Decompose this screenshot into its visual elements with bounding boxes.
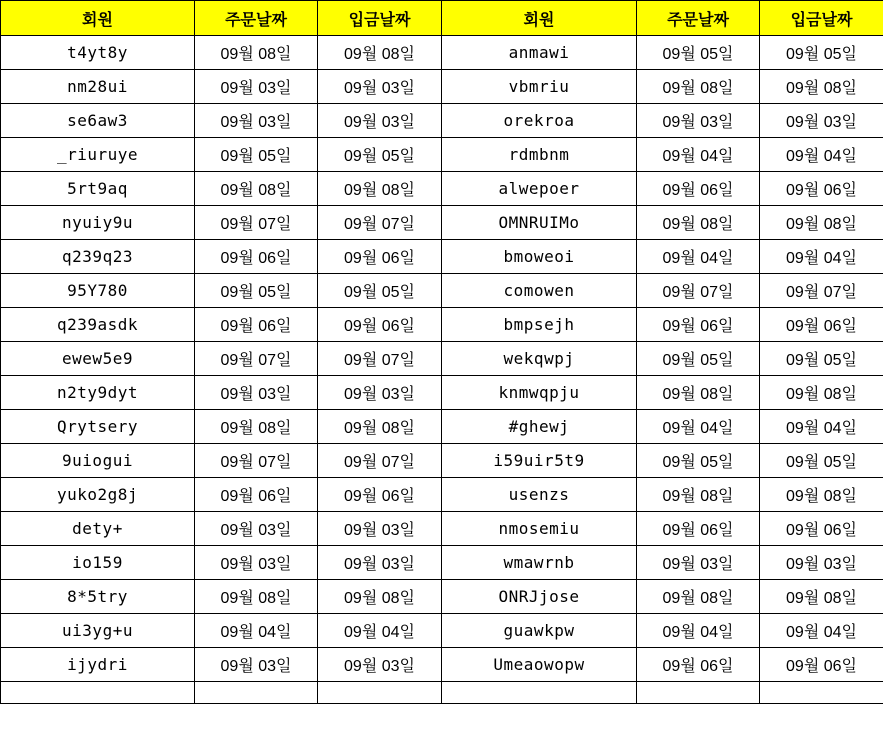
- table-row: [1, 648, 883, 682]
- payment-date-cell: 09월 07일: [318, 444, 442, 478]
- order-date-cell: 09월 08일: [195, 36, 318, 70]
- order-date-cell: 09월 06일: [195, 240, 318, 274]
- payment-date-cell: 09월 07일: [760, 274, 883, 308]
- payment-date-cell: 09월 04일: [318, 614, 442, 648]
- member-id-cell: #ghewj: [442, 410, 637, 444]
- member-id-cell: q239asdk: [1, 308, 195, 342]
- member-id-cell: nyuiy9u: [1, 206, 195, 240]
- order-date-cell: 09월 04일: [637, 240, 760, 274]
- member-id-cell: alwepoer: [442, 172, 637, 206]
- member-id-cell: i59uir5t9: [442, 444, 637, 478]
- table-row: [1, 308, 883, 342]
- order-date-cell: 09월 04일: [195, 614, 318, 648]
- payment-date-cell: 09월 04일: [760, 614, 883, 648]
- member-id-cell: vbmriu: [442, 70, 637, 104]
- order-date-cell: 09월 08일: [195, 410, 318, 444]
- order-date-cell: 09월 03일: [195, 70, 318, 104]
- order-date-cell: 09월 07일: [195, 444, 318, 478]
- table-row: [1, 138, 883, 172]
- member-id-cell: ui3yg+u: [1, 614, 195, 648]
- table-row: [1, 512, 883, 546]
- member-id-cell: ONRJjose: [442, 580, 637, 614]
- payment-date-cell: [318, 682, 442, 704]
- order-date-cell: 09월 06일: [195, 478, 318, 512]
- payment-date-cell: [760, 682, 883, 704]
- order-date-cell: 09월 06일: [637, 512, 760, 546]
- order-date-cell: 09월 08일: [637, 478, 760, 512]
- payment-date-cell: 09월 08일: [760, 206, 883, 240]
- member-id-cell: nmosemiu: [442, 512, 637, 546]
- table-row: [1, 682, 883, 704]
- member-id-cell: ijydri: [1, 648, 195, 682]
- table-row: [1, 614, 883, 648]
- payment-date-cell: 09월 08일: [318, 410, 442, 444]
- table-row: [1, 104, 883, 138]
- member-id-cell: OMNRUIMo: [442, 206, 637, 240]
- payment-date-cell: 09월 06일: [318, 478, 442, 512]
- order-date-cell: 09월 08일: [637, 70, 760, 104]
- payment-date-cell: 09월 03일: [318, 648, 442, 682]
- table-row: [1, 410, 883, 444]
- payment-date-cell: 09월 05일: [760, 444, 883, 478]
- column-header-payment-date-1: 입금날짜: [318, 1, 442, 36]
- payment-date-cell: 09월 08일: [760, 70, 883, 104]
- order-date-cell: 09월 07일: [195, 342, 318, 376]
- member-id-cell: 9uiogui: [1, 444, 195, 478]
- member-id-cell: yuko2g8j: [1, 478, 195, 512]
- member-id-cell: bmpsejh: [442, 308, 637, 342]
- member-id-cell: q239q23: [1, 240, 195, 274]
- member-id-cell: usenzs: [442, 478, 637, 512]
- order-date-cell: 09월 04일: [637, 614, 760, 648]
- table-row: [1, 478, 883, 512]
- order-date-cell: 09월 08일: [637, 580, 760, 614]
- payment-date-cell: 09월 06일: [760, 648, 883, 682]
- payment-date-cell: 09월 08일: [318, 36, 442, 70]
- table-row: [1, 206, 883, 240]
- payment-date-cell: 09월 04일: [760, 138, 883, 172]
- payment-date-cell: 09월 08일: [318, 172, 442, 206]
- member-id-cell: [442, 682, 637, 704]
- table-row: [1, 444, 883, 478]
- payment-date-cell: 09월 04일: [760, 410, 883, 444]
- order-date-cell: 09월 06일: [637, 648, 760, 682]
- column-header-order-date-1: 주문날짜: [195, 1, 318, 36]
- payment-date-cell: 09월 04일: [760, 240, 883, 274]
- member-id-cell: guawkpw: [442, 614, 637, 648]
- table-row: [1, 546, 883, 580]
- member-id-cell: bmoweoi: [442, 240, 637, 274]
- order-date-cell: 09월 03일: [195, 546, 318, 580]
- payment-date-cell: 09월 06일: [318, 240, 442, 274]
- order-date-cell: 09월 03일: [195, 376, 318, 410]
- member-id-cell: rdmbnm: [442, 138, 637, 172]
- member-id-cell: knmwqpju: [442, 376, 637, 410]
- payment-date-cell: 09월 03일: [318, 546, 442, 580]
- member-id-cell: 95Y780: [1, 274, 195, 308]
- table-body: [1, 36, 883, 704]
- payment-date-cell: 09월 06일: [760, 512, 883, 546]
- table-row: [1, 274, 883, 308]
- order-date-cell: 09월 04일: [637, 410, 760, 444]
- member-id-cell: t4yt8y: [1, 36, 195, 70]
- member-id-cell: io159: [1, 546, 195, 580]
- order-date-cell: 09월 05일: [637, 36, 760, 70]
- member-id-cell: dety+: [1, 512, 195, 546]
- order-date-cell: 09월 04일: [637, 138, 760, 172]
- payment-date-cell: 09월 07일: [318, 206, 442, 240]
- payment-date-cell: 09월 08일: [760, 478, 883, 512]
- table-row: [1, 580, 883, 614]
- column-header-order-date-2: 주문날짜: [637, 1, 760, 36]
- payment-date-cell: 09월 03일: [318, 512, 442, 546]
- payment-date-cell: 09월 06일: [760, 308, 883, 342]
- header-row: [1, 1, 883, 36]
- order-date-cell: 09월 05일: [637, 342, 760, 376]
- member-id-cell: wmawrnb: [442, 546, 637, 580]
- member-id-cell: [1, 682, 195, 704]
- member-id-cell: Umeaowopw: [442, 648, 637, 682]
- member-id-cell: n2ty9dyt: [1, 376, 195, 410]
- table-row: [1, 342, 883, 376]
- column-header-payment-date-2: 입금날짜: [760, 1, 883, 36]
- payment-date-cell: 09월 03일: [318, 376, 442, 410]
- order-date-cell: 09월 07일: [637, 274, 760, 308]
- member-id-cell: comowen: [442, 274, 637, 308]
- table-row: [1, 70, 883, 104]
- payment-date-cell: 09월 03일: [760, 546, 883, 580]
- member-id-cell: orekroa: [442, 104, 637, 138]
- order-date-cell: 09월 06일: [637, 172, 760, 206]
- payment-date-cell: 09월 08일: [318, 580, 442, 614]
- order-date-cell: 09월 03일: [195, 648, 318, 682]
- table-row: [1, 240, 883, 274]
- column-header-member-2: 회원: [442, 1, 637, 36]
- member-id-cell: _riuruye: [1, 138, 195, 172]
- payment-date-cell: 09월 06일: [760, 172, 883, 206]
- order-date-cell: 09월 06일: [195, 308, 318, 342]
- member-id-cell: wekqwpj: [442, 342, 637, 376]
- order-date-cell: [195, 682, 318, 704]
- payment-date-cell: 09월 05일: [760, 36, 883, 70]
- payment-date-cell: 09월 08일: [760, 376, 883, 410]
- order-date-cell: 09월 07일: [195, 206, 318, 240]
- order-date-cell: 09월 08일: [637, 206, 760, 240]
- order-date-cell: 09월 05일: [195, 138, 318, 172]
- order-date-cell: 09월 03일: [195, 104, 318, 138]
- column-header-member-1: 회원: [1, 1, 195, 36]
- payment-date-cell: 09월 08일: [760, 580, 883, 614]
- order-date-cell: 09월 08일: [195, 580, 318, 614]
- member-id-cell: anmawi: [442, 36, 637, 70]
- order-date-cell: 09월 03일: [637, 104, 760, 138]
- table-header: [1, 1, 883, 36]
- order-date-cell: 09월 05일: [195, 274, 318, 308]
- order-date-cell: 09월 08일: [195, 172, 318, 206]
- order-date-cell: 09월 06일: [637, 308, 760, 342]
- payment-date-cell: 09월 03일: [318, 70, 442, 104]
- payment-date-cell: 09월 05일: [760, 342, 883, 376]
- table-row: [1, 172, 883, 206]
- payment-date-cell: 09월 06일: [318, 308, 442, 342]
- payment-date-cell: 09월 07일: [318, 342, 442, 376]
- order-date-cell: [637, 682, 760, 704]
- order-date-cell: 09월 05일: [637, 444, 760, 478]
- order-date-cell: 09월 03일: [195, 512, 318, 546]
- member-id-cell: ewew5e9: [1, 342, 195, 376]
- order-date-cell: 09월 03일: [637, 546, 760, 580]
- payment-date-cell: 09월 05일: [318, 138, 442, 172]
- member-id-cell: Qrytsery: [1, 410, 195, 444]
- payment-date-cell: 09월 03일: [760, 104, 883, 138]
- member-id-cell: 5rt9aq: [1, 172, 195, 206]
- payment-date-cell: 09월 05일: [318, 274, 442, 308]
- payment-date-cell: 09월 03일: [318, 104, 442, 138]
- order-date-cell: 09월 08일: [637, 376, 760, 410]
- member-id-cell: se6aw3: [1, 104, 195, 138]
- member-id-cell: nm28ui: [1, 70, 195, 104]
- table-row: [1, 36, 883, 70]
- table-row: [1, 376, 883, 410]
- member-id-cell: 8*5try: [1, 580, 195, 614]
